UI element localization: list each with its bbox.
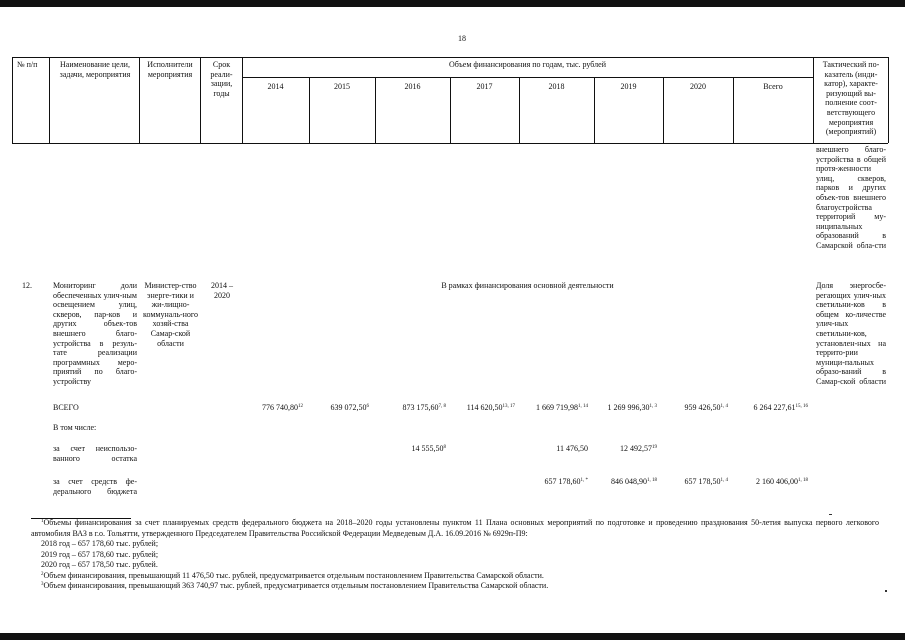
footnote-ref: 1, 3: [649, 404, 657, 409]
amount-cell: [537, 444, 657, 454]
amount-cell: [688, 477, 808, 487]
footnote: [31, 581, 879, 592]
footnote: [31, 571, 879, 582]
footnote-ref: 19: [652, 445, 657, 450]
amount-cell: [326, 444, 446, 454]
header-year-2015: 2015: [334, 82, 350, 91]
row-label: за счет неиспользо-ванного остатка: [53, 444, 137, 463]
row12-name: Мониторинг доли обеспеченных улич-ным освещением улиц, скверов, пар-ков и других объек-тов внешнего благо-устройства в резуль-тате реализации программных меро-приятий по благо-устройству: [53, 281, 137, 386]
header-year-2014: 2014: [267, 82, 284, 91]
amount-cell: [688, 403, 808, 413]
footnote-text: Объем финансирования, превышающий 363 740,97 тыс. рублей, предусматривается отдельным постановлением Правительства Самарской области.: [43, 581, 549, 590]
amount-value: 846 048,90: [611, 477, 647, 486]
row12-funding-note: В рамках финансирования основной деятельности: [441, 281, 614, 290]
footnote-ref: 12: [298, 404, 303, 409]
header-year-2017: 2017: [476, 82, 493, 91]
indicator-continuation: внешнего благо-устройства в общей протя-женности улиц, скверов, парков и других объек-тов внешнего благоустройства территорий му-ниципальных образований в Самарской обла-сти: [816, 145, 886, 250]
header-year-2019: 2019: [620, 82, 637, 91]
bottom-scan-border: [0, 633, 905, 640]
row12-executor: Министер-ство энерге-тики и жи-лищно-коммуналь-ного хозяй-ства Самар-ской области: [142, 281, 199, 348]
footnote-ref: 8: [443, 445, 446, 450]
amount-value: 776 740,80: [262, 403, 298, 412]
row12-term: 2014 – 2020: [211, 281, 233, 300]
footnote-text: 2019 год – 657 178,60 тыс. рублей;: [41, 549, 159, 559]
footnote-ref: 1, 4: [720, 404, 728, 409]
header-num: № п/п: [17, 60, 38, 69]
amount-value: 639 072,50: [330, 403, 367, 412]
footnote-text: Объем финансирования, превышающий 11 476,50 тыс. рублей, предусматривается отдельным постановлением Правительства Самарской области.: [43, 570, 544, 580]
footnote: [31, 539, 879, 550]
scan-speck: [885, 590, 887, 592]
header-name: Наименование цели, задачи, мероприятия: [59, 60, 131, 79]
footnote-ref: 1, 18: [647, 478, 657, 483]
header-year-2020: 2020: [690, 82, 706, 91]
footnotes: [31, 518, 879, 592]
footnote-ref: 1, 14: [578, 404, 588, 409]
footnote: [31, 550, 879, 561]
amount-value: 1 669 719,98: [536, 403, 578, 412]
footnote-ref: 15, 16: [795, 404, 808, 409]
footnote-text: Объемы финансирования за счет планируемых средств федерального бюджета на 2018–2020 годы установлены пунктом 11 Плана основных мероприятий по подготовке и проведению празднования 50-летия выпуска первого легкового автомобиля ВАЗ в г.о. Тольятти, утвержденного Председателем Правительства Российской Федерации Медведевым Д.А. 16.09.2016 № 6929п-П9:: [31, 518, 879, 538]
amount-value: 2 160 406,00: [756, 477, 798, 486]
amount-value: 657 178,60: [544, 477, 581, 486]
footnote-mark: 3: [41, 582, 44, 587]
row12-num: 12.: [22, 281, 32, 290]
amount-value: 1 269 996,30: [607, 403, 650, 412]
page-number: 18: [458, 34, 466, 43]
amount-value: 12 492,57: [620, 444, 652, 453]
header-executors: Исполнители мероприятия: [147, 60, 193, 79]
amount-value: 959 426,50: [684, 403, 721, 412]
header-year-2016: 2016: [404, 82, 421, 91]
header-term: Срок реали-зации, годы: [210, 60, 233, 98]
amount-value: 11 476,50: [556, 444, 588, 453]
row-label: В том числе:: [53, 423, 97, 432]
footnote-ref: 1, *: [580, 478, 588, 483]
footnote-text: 2020 год – 657 178,50 тыс. рублей.: [41, 560, 158, 569]
header-funding: Объем финансирования по годам, тыс. рублей: [449, 60, 606, 69]
header-indicator: Тактический по-казатель (инди-катор), характе-ризующий вы-полнение соот-ветствующего мероприятия (мероприятий): [822, 60, 880, 137]
footnote-mark: 1: [41, 519, 44, 524]
row12-indicator: Доля энергосбе-регающих улич-ных светильни-ков в общем ко-личестве улич-ных светильни-ков, установлен-ных на террито-рии муници-пальных образо-ваний в Самар-ской области: [816, 281, 886, 386]
footnote-ref: 7, 8: [438, 404, 446, 409]
top-scan-border: [0, 0, 905, 7]
scan-speck: [829, 514, 832, 515]
footnote-text: 2018 год – 657 178,60 тыс. рублей;: [41, 539, 159, 548]
amount-value: 14 555,50: [411, 444, 444, 453]
footnote-ref: 1, 18: [798, 478, 808, 483]
amount-value: 873 175,60: [402, 403, 439, 412]
header-year-2018: 2018: [548, 82, 565, 91]
footnote-mark: 2: [41, 571, 44, 577]
footnote-ref: 1, 4: [720, 478, 728, 483]
footnote: [31, 560, 879, 571]
footnote-ref: 6: [366, 404, 369, 409]
footnote-ref: 13, 17: [502, 404, 515, 409]
row-label: за счет средств фе-дерального бюджета: [53, 477, 137, 496]
header-total: Всего: [763, 82, 783, 91]
footnote: [31, 518, 879, 539]
amount-value: 114 620,50: [466, 403, 503, 412]
amount-value: 657 178,50: [684, 477, 721, 486]
amount-value: 6 264 227,61: [753, 403, 796, 412]
row-label: ВСЕГО: [53, 403, 79, 412]
